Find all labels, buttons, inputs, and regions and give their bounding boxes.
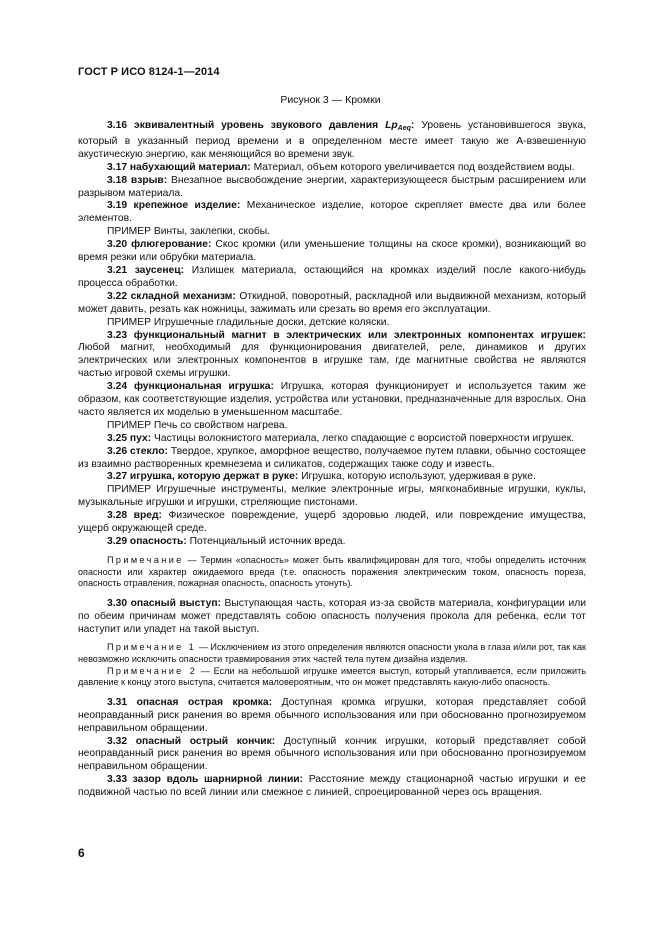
def-term: игрушка, которую держат в руке: [129,471,299,483]
definition-3-22 [78,291,586,317]
definition-3-17 [78,162,586,175]
example-3-22: ПРИМЕР Игрушечные гладильные доски, детские коляски. [107,316,390,328]
definition-3-31 [78,697,586,736]
def-term: зазор вдоль шарнирной линии: [132,774,304,786]
def-text: Внезапное высвобождение энергии, характеризующееся быстрым расширением или разрывом материала. [78,174,586,199]
definition-3-28 [78,510,586,536]
definition-3-19 [78,200,586,226]
def-term: стекло: [130,445,168,457]
def-text: Твердое, хрупкое, аморфное вещество, получаемое путем плавки, обычно состоящее из взаимно растворенных кремнезема и силикатов, содержащих также соду и известь. [78,445,586,470]
definition-3-18 [78,175,586,201]
def-number: 3.16 [107,120,128,131]
def-symbol: Lp [385,120,398,131]
def-term: опасный выступ: [130,597,221,609]
def-term: эквивалентный уровень звукового давления [134,120,379,131]
note-3-29 [78,555,586,590]
def-text: Скос кромки (или уменьшение толщины на скосе кромки), возникающий во время резки или обрубки материала. [78,239,586,264]
definition-3-20 [78,239,586,265]
def-term: вред: [133,510,162,522]
document-body [78,120,586,800]
def-text: Игрушка, которая функционирует и используется таким же образом, как соответствующие изделия, устройства или установки, предназначенные для взрослых. Она часто является их моделью в уменьшенном масштабе. [78,381,586,418]
note-3-30-2 [78,666,586,689]
def-text: Излишек материала, остающийся на кромках изделий после какого-нибудь процесса обработки. [78,264,586,289]
note-text: — Исключением из этого определения являются опасности укола в глаза и/или рот, так как невозможно исключить опасности травмирования этих частей тела путем дизайна изделия. [78,642,586,664]
def-number: 3.18 [107,174,128,186]
example-3-24: ПРИМЕР Печь со свойством нагрева. [107,419,288,431]
def-term: опасность: [129,536,187,547]
def-text: Уровень установившегося звука, который в указанный период времени и в определенном месте имеет такую же А-взвешенную акустическую энергию, как меняющийся во времени звук. [78,120,586,160]
def-text: Частицы волокнистого материала, легко спадающие с ворсистой поверхности игрушек. [151,432,575,444]
def-text: Потенциальный источник вреда. [186,536,346,547]
def-text: Любой магнит, необходимый для функционирования двигателей, реле, динамиков и других электрических или электронных компонентов в игрушке там, где магнитные свойства не являются частью игровой схемы игрушки. [78,342,586,380]
def-number: 3.17 [107,161,128,173]
def-text: Расстояние между стационарной частью игрушки и ее подвижной частью по всей линии или смежное с линией, спроецированной через ось вращения. [78,774,586,799]
def-text: Механическое изделие, которое скрепляет вместе два или более элементов. [78,200,586,225]
definition-3-27 [78,471,586,484]
def-colon: : [410,120,415,131]
def-term: заусенец: [134,264,185,276]
definition-3-21 [78,265,586,291]
def-number: 3.26 [107,445,128,457]
def-number: 3.28 [107,510,128,522]
definition-3-33 [78,774,586,800]
def-number: 3.20 [107,239,128,251]
def-text: Откидной, поворотный, раскладной или выдвижной механизм, который может давить, резать как ножницы, зажимать или срезать во время его эксплуатации. [78,290,586,315]
def-term: взрыв: [130,174,168,186]
definition-3-24 [78,381,586,420]
def-term: опасная острая кромка: [136,696,273,708]
def-term: флюгерование: [131,239,212,251]
definition-3-30 [78,598,586,637]
def-number: 3.22 [107,290,128,302]
definition-3-25 [78,433,586,446]
definition-3-16 [78,120,586,162]
def-term: функциональный магнит в электрических или электронных компонентах игрушек: [133,329,586,341]
example-3-19: ПРИМЕР Винты, заклепки, скобы. [107,226,271,238]
document-header: ГОСТ Р ИСО 8124-1—2014 [78,66,220,78]
def-term: складной механизм: [130,290,236,302]
def-number: 3.27 [107,471,128,483]
note-text: — Термин «опасность» может быть квалифицирован для того, чтобы определить источник опасности или характер ожидаемого вреда (т.е. опасность поражения электрическим током, опасность пореза, опасность отравления, пожарная опасность, опасность утонуть). [78,554,586,589]
def-number: 3.23 [107,329,128,341]
note-text: — Если на небольшой игрушке имеется выступ, который утапливается, если приложить давление к концу этого выступа, считается маловероятным, что он может представлять какую-либо опасность. [78,665,586,688]
note-label: Примечание 2 [107,665,198,676]
def-term: пух: [129,432,152,444]
def-number: 3.24 [107,381,128,393]
def-number: 3.31 [107,696,128,708]
def-number: 3.19 [107,200,128,212]
def-number: 3.25 [107,432,128,444]
def-text: Доступная кромка игрушки, которая представляет собой неоправданный риск ранения во время обычного использования или при обоснованно прогнозируемом неправильном обращении. [78,696,586,734]
definition-3-29 [78,536,586,549]
def-term: опасный острый кончик: [135,735,276,747]
def-term: крепежное изделие: [133,200,241,212]
note-3-30-1 [78,642,586,665]
note-label: Примечание 1 [107,642,197,653]
def-text: Выступающая часть, которая из-за свойств материала, конфигурации или по обеим причинам может представлять собою опасность получения прокола для ребенка, если тот наступит или упадет на такой выступ. [78,597,586,635]
def-symbol-subscript: Aeq [397,125,411,132]
definition-3-23 [78,330,586,382]
def-number: 3.21 [107,264,128,276]
definition-3-26 [78,446,586,472]
def-number: 3.33 [107,774,128,786]
def-number: 3.29 [107,536,128,547]
def-text: Доступный кончик игрушки, который представляет собой неоправданный риск ранения во время обычного использования или при обоснованно прогнозируемом неправильном обращении. [78,735,586,773]
def-term: функциональная игрушка: [133,381,274,393]
def-term: набухающий материал: [129,161,251,173]
example-3-27: ПРИМЕР Игрушечные инструменты, мелкие электронные игры, мягконабивные игрушки, куклы, музыкальные игрушки и игрушки, стреляющие пистонами. [78,484,586,509]
def-text: Материал, объем которого увеличивается под воздействием воды. [250,161,575,173]
def-number: 3.30 [107,597,128,609]
note-label: Примечание [107,554,184,565]
def-text: Игрушка, которую используют, удерживая в руке. [298,471,536,483]
figure-caption: Рисунок 3 — Кромки [280,94,381,106]
def-text: Физическое повреждение, ущерб здоровью людей, или повреждение имущества, ущерб окружающей среде. [78,510,586,535]
def-number: 3.32 [107,735,128,747]
definition-3-32 [78,736,586,775]
page-number: 6 [78,846,85,860]
